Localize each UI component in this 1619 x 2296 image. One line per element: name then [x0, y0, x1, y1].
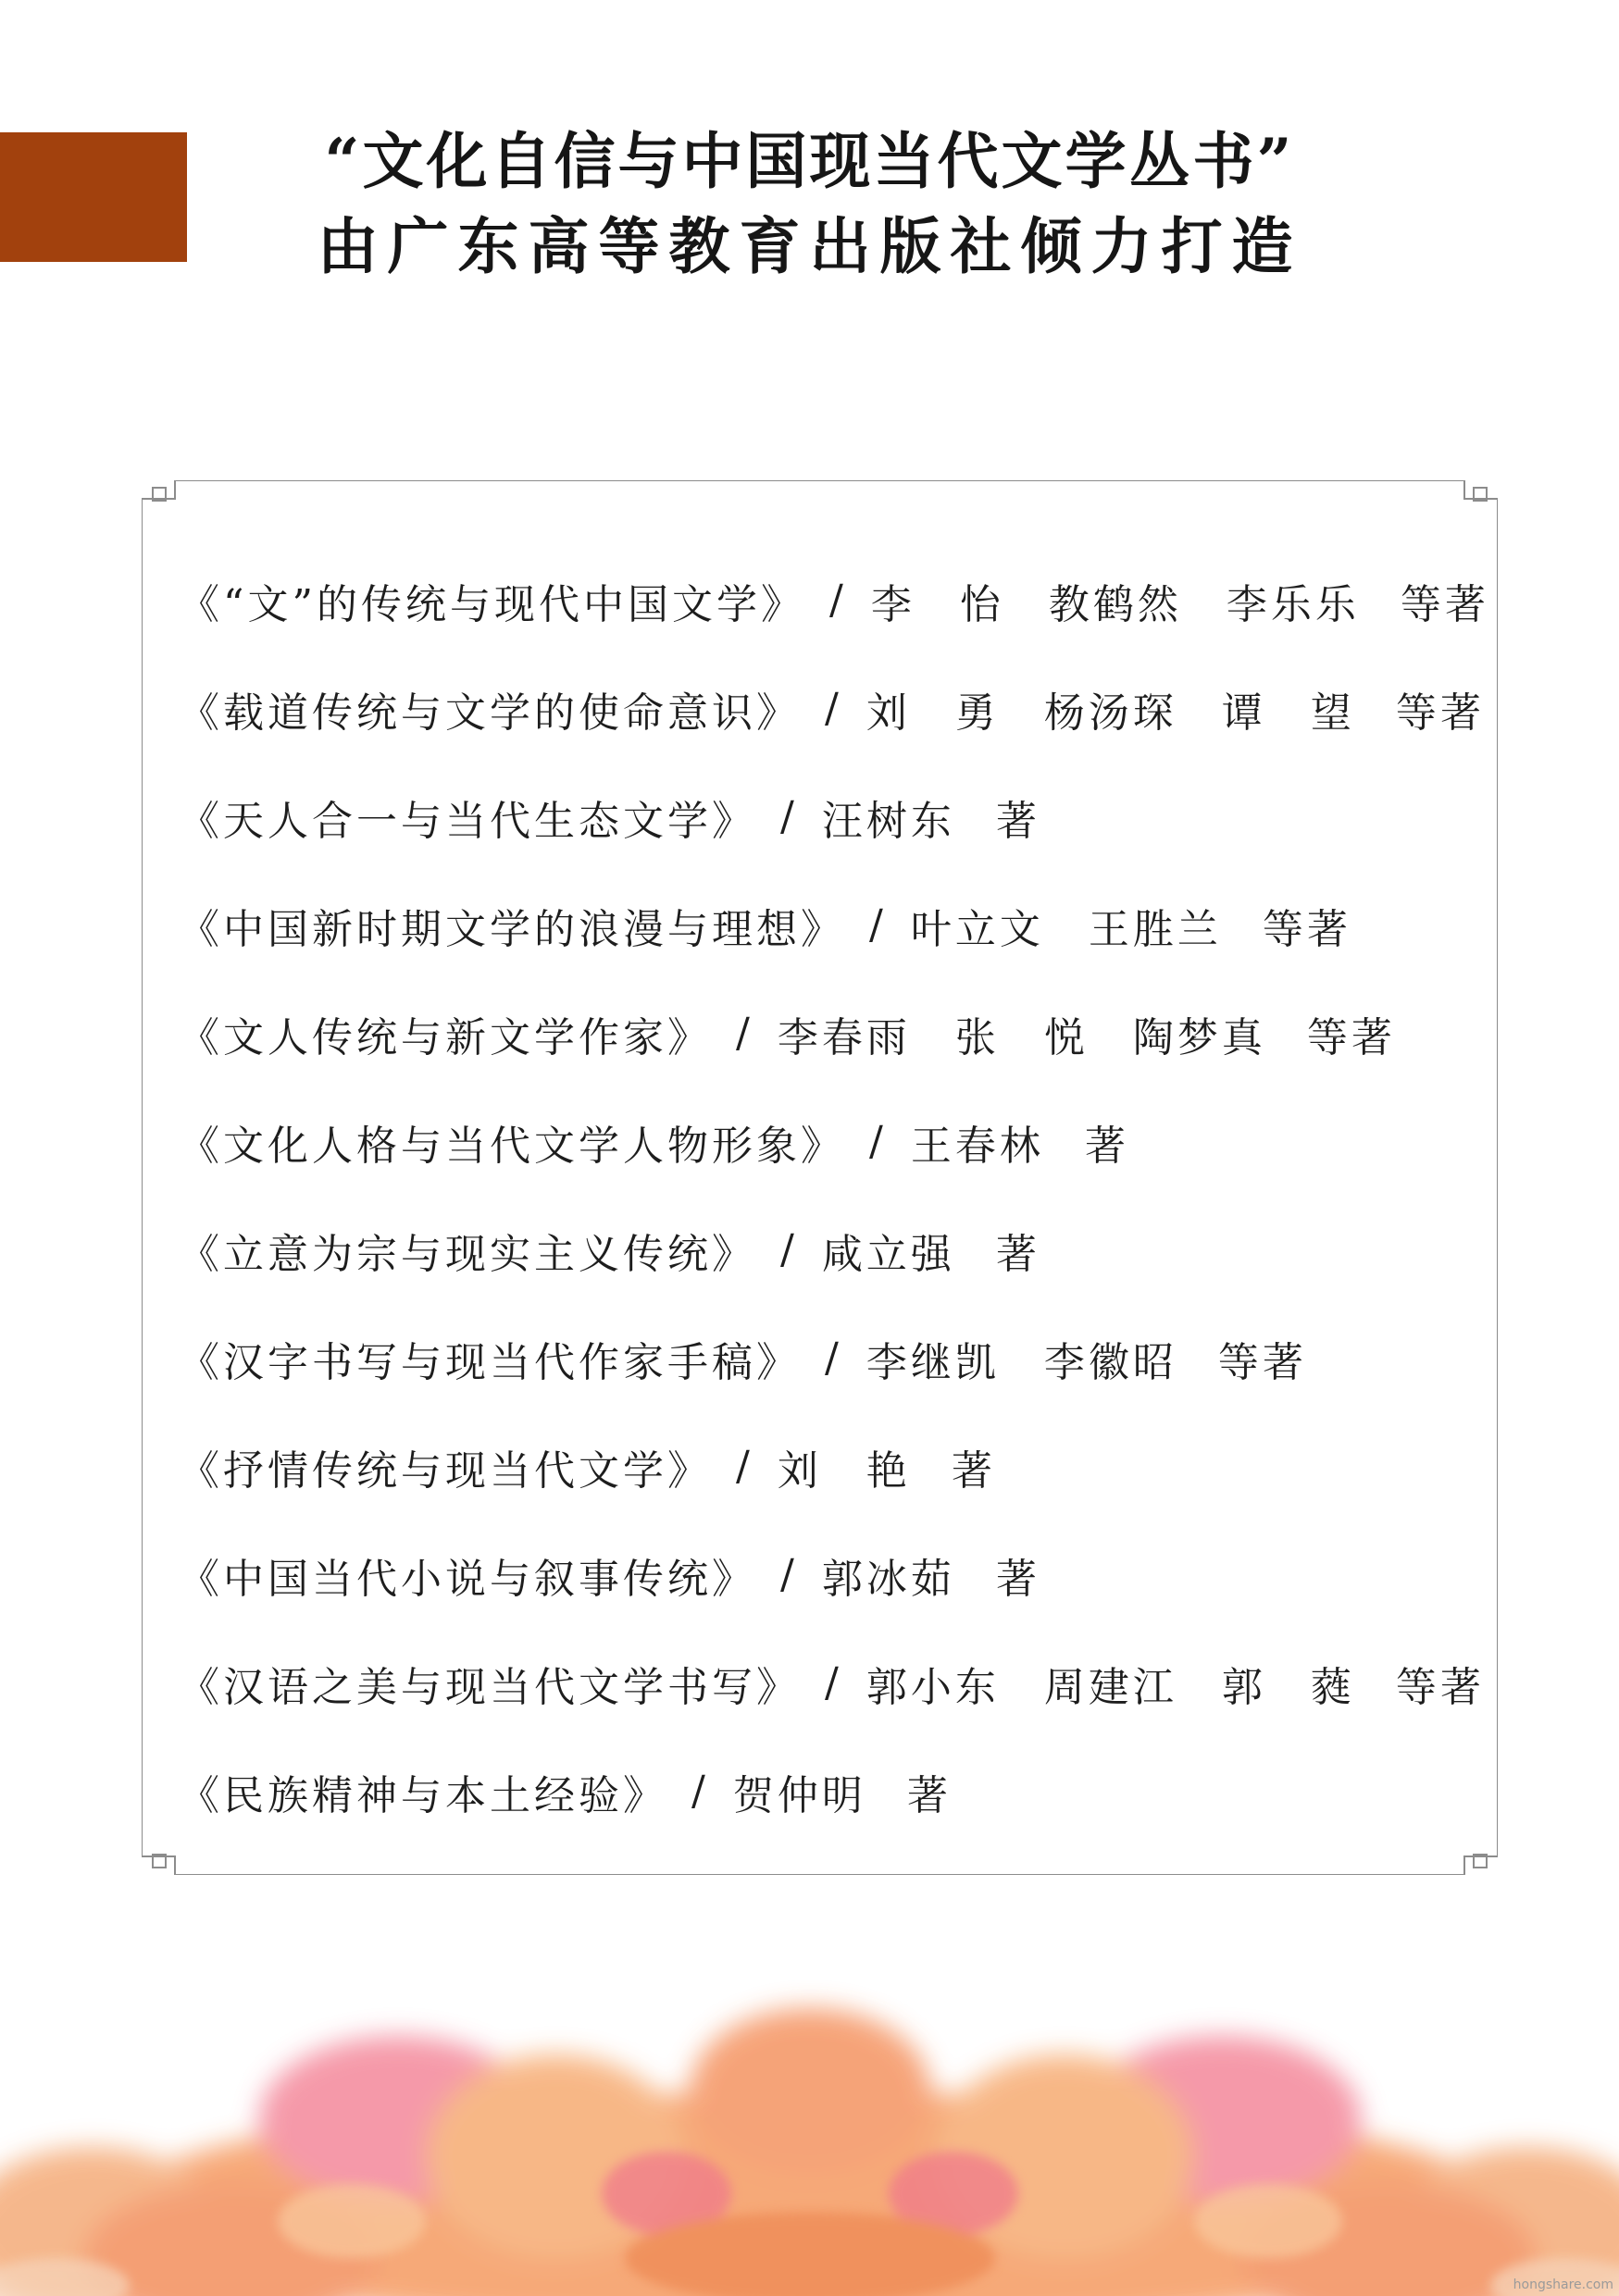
watercolor-decoration — [0, 1980, 1619, 2296]
separator: / — [825, 1334, 842, 1382]
book-authors: 贺仲明 — [732, 1771, 866, 1819]
author-role: 著 — [951, 1446, 996, 1495]
author-role: 等著 — [1395, 689, 1485, 737]
book-authors: 王春林 — [910, 1122, 1044, 1170]
separator: / — [736, 1443, 753, 1490]
separator: / — [869, 1118, 887, 1165]
page-title — [0, 118, 1619, 289]
list-item — [179, 1629, 1485, 1737]
book-authors: 李 怡 教鹤然 李乐乐 — [870, 580, 1360, 628]
author-role: 等著 — [1306, 1013, 1396, 1061]
list-item — [179, 546, 1489, 654]
book-title: 《天人合一与当代生态文学》 — [179, 797, 756, 845]
list-item — [179, 1304, 1475, 1412]
separator: / — [691, 1768, 709, 1815]
separator: / — [825, 1659, 842, 1706]
book-title: 《抒情传统与现当代文学》 — [179, 1446, 712, 1495]
book-authors: 咸立强 — [821, 1230, 955, 1278]
book-title: 《中国当代小说与叙事传统》 — [179, 1555, 756, 1603]
book-title: 《汉语之美与现当代文学书写》 — [179, 1663, 801, 1711]
book-title: 《“文”的传统与现代中国文学》 — [179, 580, 805, 628]
separator: / — [780, 793, 798, 840]
title-line-1: “文化自信与中国现当代文学丛书” — [324, 125, 1295, 197]
title-line-2: 由广东高等教育出版社倾力打造 — [317, 210, 1302, 282]
book-title: 《中国新时期文学的浪漫与理想》 — [179, 905, 845, 953]
book-authors: 李春雨 张 悦 陶梦真 — [777, 1013, 1266, 1061]
list-item — [179, 1196, 1475, 1304]
book-title: 《文人传统与新文学作家》 — [179, 1013, 712, 1061]
separator: / — [825, 685, 842, 732]
list-item — [179, 654, 1485, 763]
author-role: 等著 — [1262, 905, 1351, 953]
author-role: 著 — [995, 797, 1040, 845]
author-role: 等著 — [1395, 1663, 1485, 1711]
separator: / — [829, 577, 847, 624]
book-authors: 刘 勇 杨汤琛 谭 望 — [866, 689, 1355, 737]
list-item — [179, 763, 1475, 871]
book-title: 《载道传统与文学的使命意识》 — [179, 689, 801, 737]
watermark: hongshare.com — [1513, 2277, 1613, 2292]
author-role: 等著 — [1217, 1338, 1307, 1386]
book-authors: 郭冰茹 — [821, 1555, 955, 1603]
separator: / — [780, 1226, 798, 1273]
book-title: 《民族精神与本土经验》 — [179, 1771, 667, 1819]
book-list — [179, 546, 1489, 1845]
book-authors: 刘 艳 — [777, 1446, 911, 1495]
book-title: 《汉字书写与现当代作家手稿》 — [179, 1338, 801, 1386]
list-item — [179, 1737, 1475, 1845]
list-item — [179, 1412, 1475, 1520]
list-item — [179, 1520, 1475, 1629]
author-role: 著 — [906, 1771, 952, 1819]
separator: / — [736, 1010, 753, 1057]
book-title: 《文化人格与当代文学人物形象》 — [179, 1122, 845, 1170]
book-authors: 李继凯 李徽昭 — [866, 1338, 1177, 1386]
book-authors: 郭小东 周建江 郭 蕤 — [866, 1663, 1355, 1711]
book-title: 《立意为宗与现实主义传统》 — [179, 1230, 756, 1278]
author-role: 著 — [1084, 1122, 1129, 1170]
separator: / — [780, 1551, 798, 1598]
book-authors: 汪树东 — [821, 797, 955, 845]
author-role: 等著 — [1400, 580, 1489, 628]
separator: / — [869, 901, 887, 949]
list-item — [179, 979, 1475, 1087]
author-role: 著 — [995, 1230, 1040, 1278]
book-authors: 叶立文 王胜兰 — [910, 905, 1222, 953]
list-item — [179, 1087, 1475, 1196]
author-role: 著 — [995, 1555, 1040, 1603]
list-item — [179, 871, 1475, 979]
